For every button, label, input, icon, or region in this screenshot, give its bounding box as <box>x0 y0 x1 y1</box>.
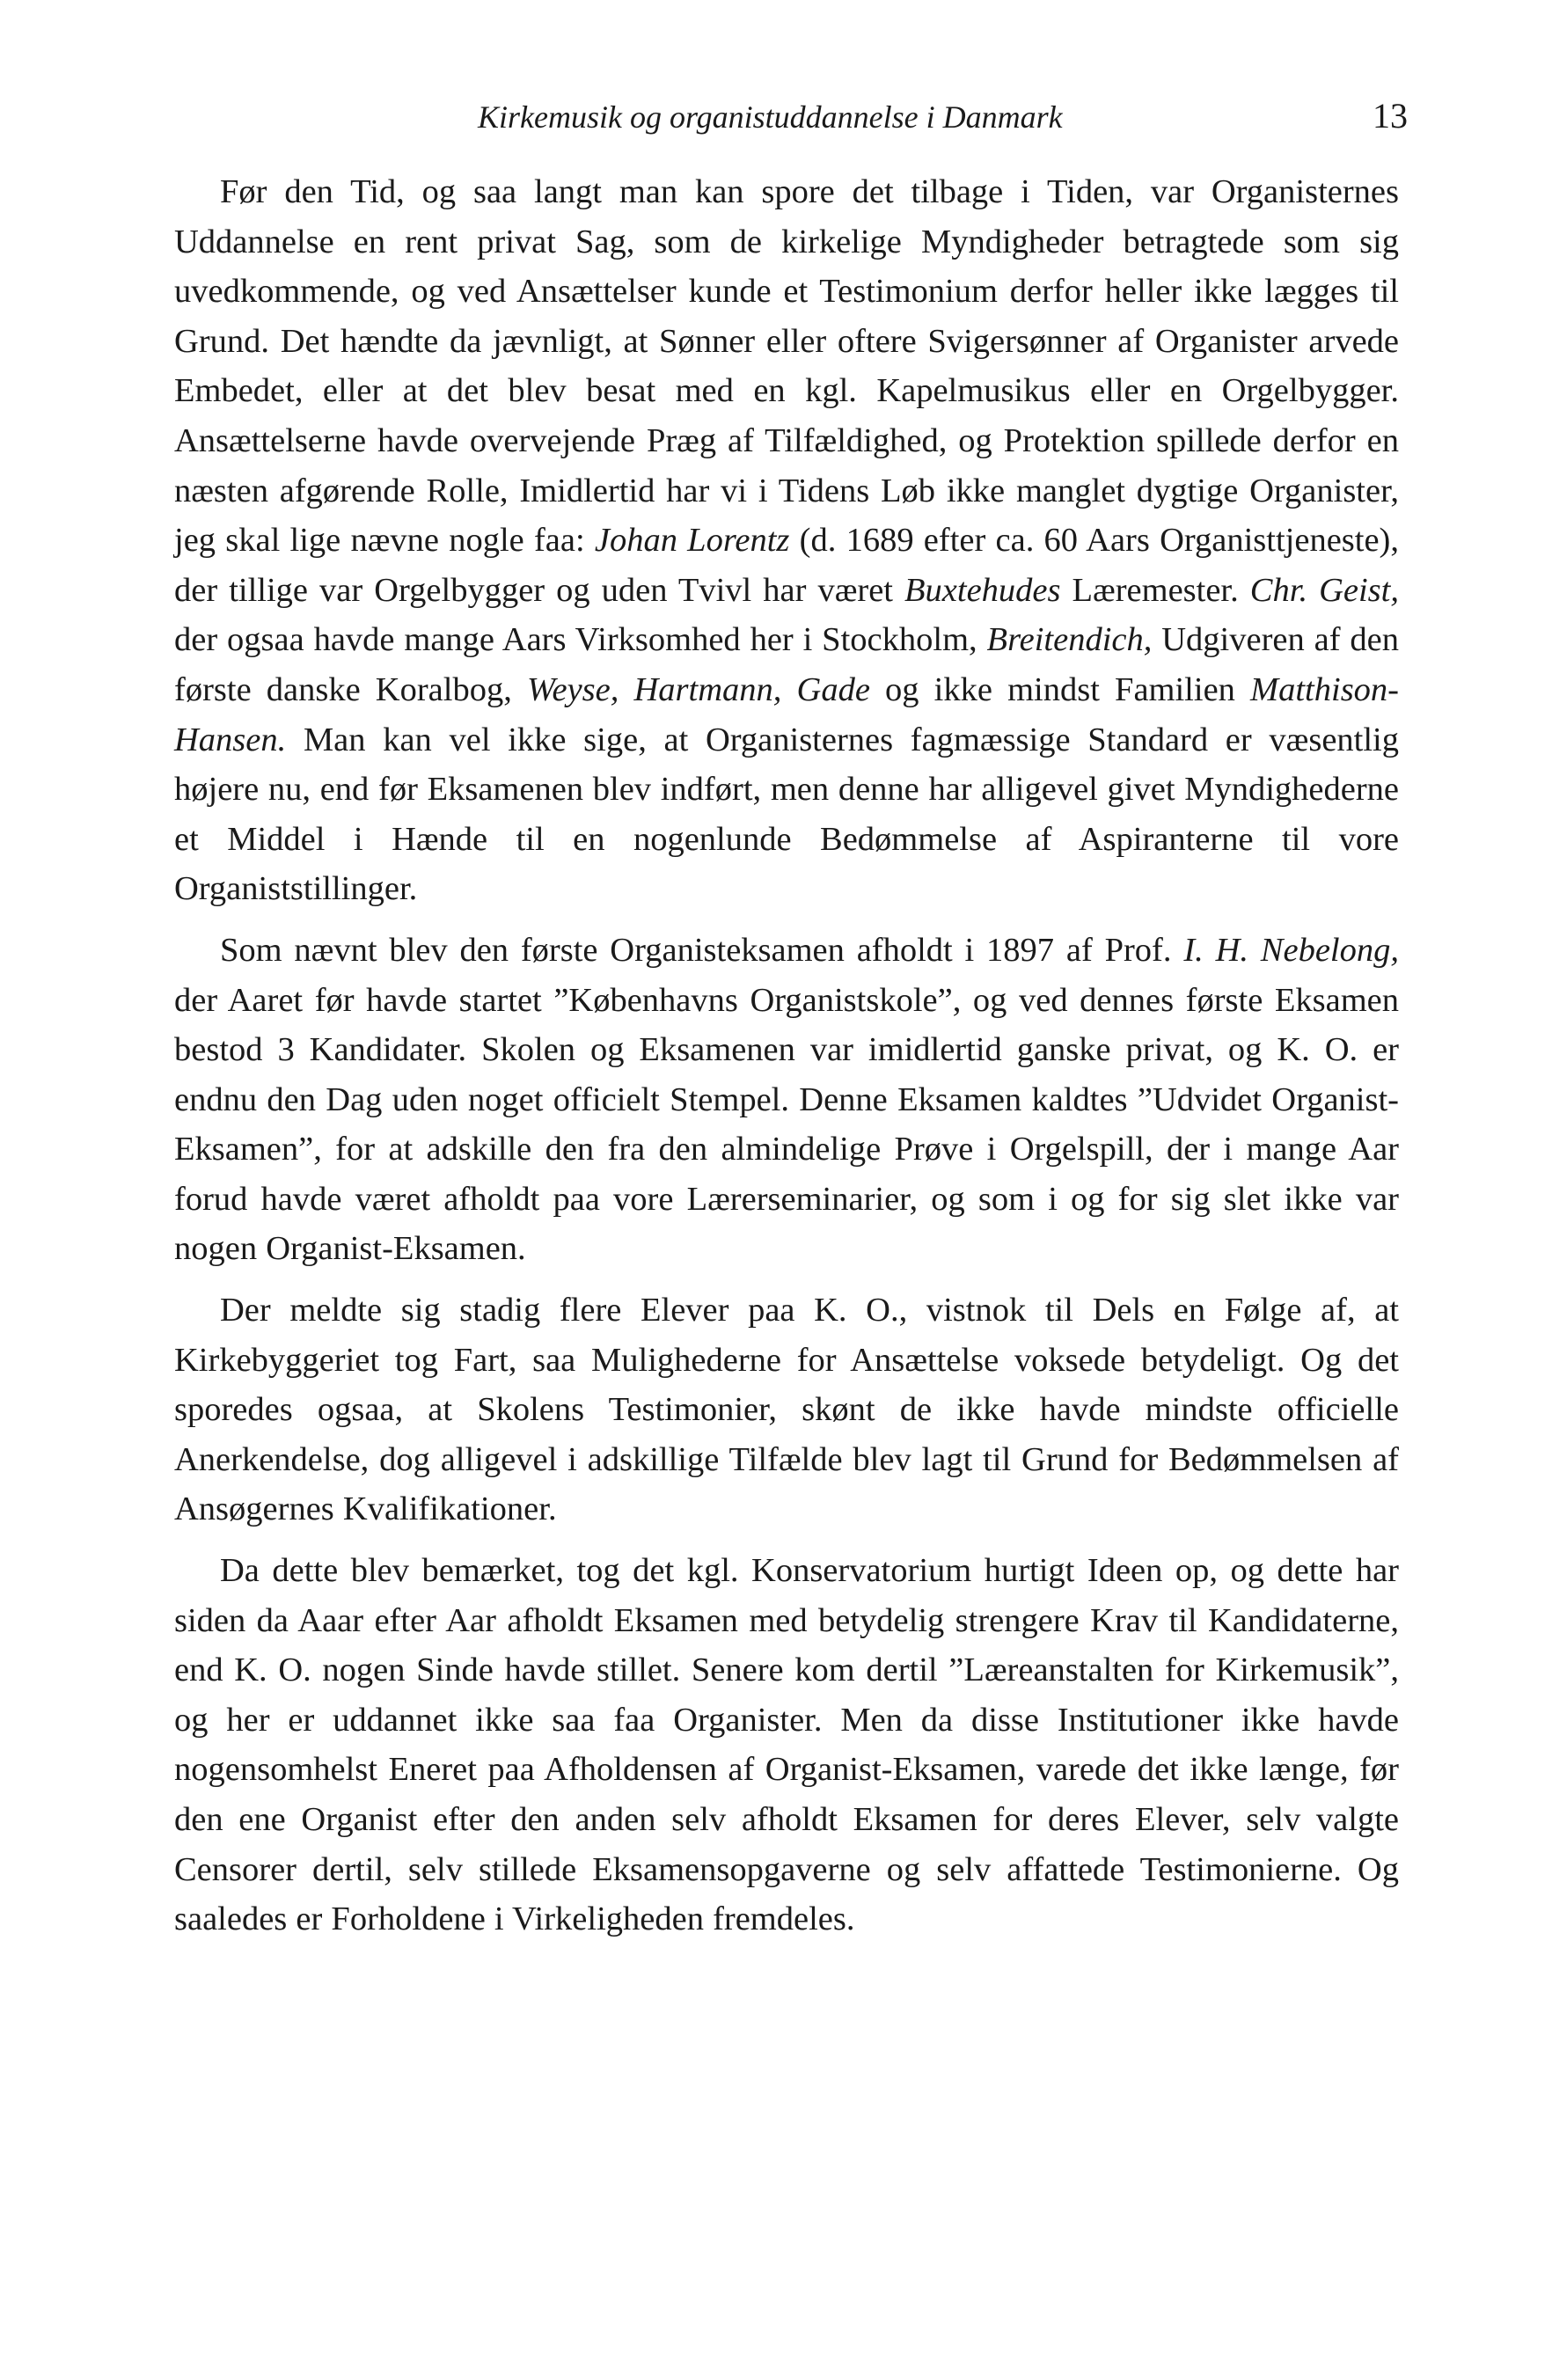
italic-name: Weyse, Hartmann, Gade <box>526 670 870 708</box>
text-run: Da dette blev bemærket, tog det kgl. Konservatorium hurtigt Ideen op, og dette har siden da Aaar efter Aar afholdt Eksamen med betydelig strengere Krav til Kandidaterne, end K. O. nogen Sinde havde stillet. Senere kom dertil ”Læreanstalten for Kirkemusik”, og her er uddannet ikke saa faa Organister. Men da disse Institutioner ikke havde nogensomhelst Eneret paa Afholdensen af Organist-Eksamen, varede det ikke længe, før den ene Organist efter den anden selv afholdt Eksamen for deres Elever, selv valgte Censorer dertil, selv stillede Eksamensopgaverne og selv affattede Testimonierne. Og saaledes er Forholdene i Virkeligheden fremdeles. <box>174 1552 1399 1938</box>
page-number: 13 <box>1373 96 1408 135</box>
paragraph <box>174 167 1399 914</box>
italic-name: I. H. Nebelong, <box>1183 931 1399 969</box>
text-run: og ikke mindst Familien <box>869 670 1251 708</box>
italic-name: Buxtehudes <box>904 571 1061 609</box>
paragraph <box>174 926 1399 1274</box>
text-run: Før den Tid, og saa langt man kan spore det tilbage i Tiden, var Organisternes Uddannelse en rent privat Sag, som de kirkelige Myndigheder betragtede som sig uvedkommende, og ved Ansættelser kunde et Testimonium derfor heller ikke lægges til Grund. Det hændte da jævnligt, at Sønner eller oftere Svigersønner af Organister arvede Embedet, eller at det blev besat med en kgl. Kapelmusikus eller en Orgelbygger. Ansættelserne havde overvejende Præg af Tilfældighed, og Protektion spillede derfor en næsten afgørende Rolle, Imidlertid har vi i Tidens Løb ikke manglet dygtige Organister, jeg skal lige nævne nogle faa: <box>174 173 1399 560</box>
text-run: Som nævnt blev den første Organisteksamen afholdt i 1897 af Prof. <box>220 931 1184 969</box>
italic-name: Chr. Geist, <box>1249 571 1399 609</box>
italic-name: Johan Lorentz <box>594 522 790 560</box>
running-title: Kirkemusik og organistuddannelse i Danmark <box>478 99 1063 135</box>
paragraph <box>174 1285 1399 1534</box>
text-run: Man kan vel ikke sige, at Organisternes fagmæssige Standard er væsentlig højere nu, end før Eksamenen blev indført, men denne har alligevel givet Myndighederne et Middel i Hænde til en nogenlunde Bedømmelse af Aspiranterne til vore Organiststillinger. <box>174 721 1399 908</box>
text-run: Læremester. <box>1060 571 1250 609</box>
text-run: (d. 1689 efter ca. 60 Aars Organisttjeneste), der tillige var Orgelbygger og uden Tvivl har været <box>174 522 1399 609</box>
text-run: der ogsaa havde mange Aars Virksomhed her i Stockholm, <box>174 621 987 659</box>
body-text <box>174 167 1399 1944</box>
italic-name: Matthison-Hansen. <box>174 670 1399 758</box>
italic-name: Breitendich, <box>986 621 1153 659</box>
paragraph <box>174 1546 1399 1944</box>
running-header <box>176 96 1408 143</box>
text-run: Udgiveren af den første danske Koralbog, <box>174 621 1400 708</box>
text-run: Der meldte sig stadig flere Elever paa K. O., vistnok til Dels en Følge af, at Kirkebyggeriet tog Fart, saa Mulighederne for Ansættelse voksede betydeligt. Og det sporedes ogsaa, at Skolens Testimonier, skønt de ikke havde mindste officielle Anerkendelse, dog alligevel i adskillige Tilfælde blev lagt til Grund for Bedømmelsen af Ansøgernes Kvalifikationer. <box>174 1292 1399 1528</box>
text-run: der Aaret før havde startet ”Københavns Organistskole”, og ved dennes første Eksamen bestod 3 Kandidater. Skolen og Eksamenen var imidlertid ganske privat, og K. O. er endnu den Dag uden noget officielt Stempel. Denne Eksamen kaldtes ”Udvidet Organist-Eksamen”, for at adskille den fra den almindelige Prøve i Orgelspill, der i mange Aar forud havde været afholdt paa vore Lærerseminarier, og som i og for sig slet ikke var nogen Organist-Eksamen. <box>174 981 1399 1268</box>
